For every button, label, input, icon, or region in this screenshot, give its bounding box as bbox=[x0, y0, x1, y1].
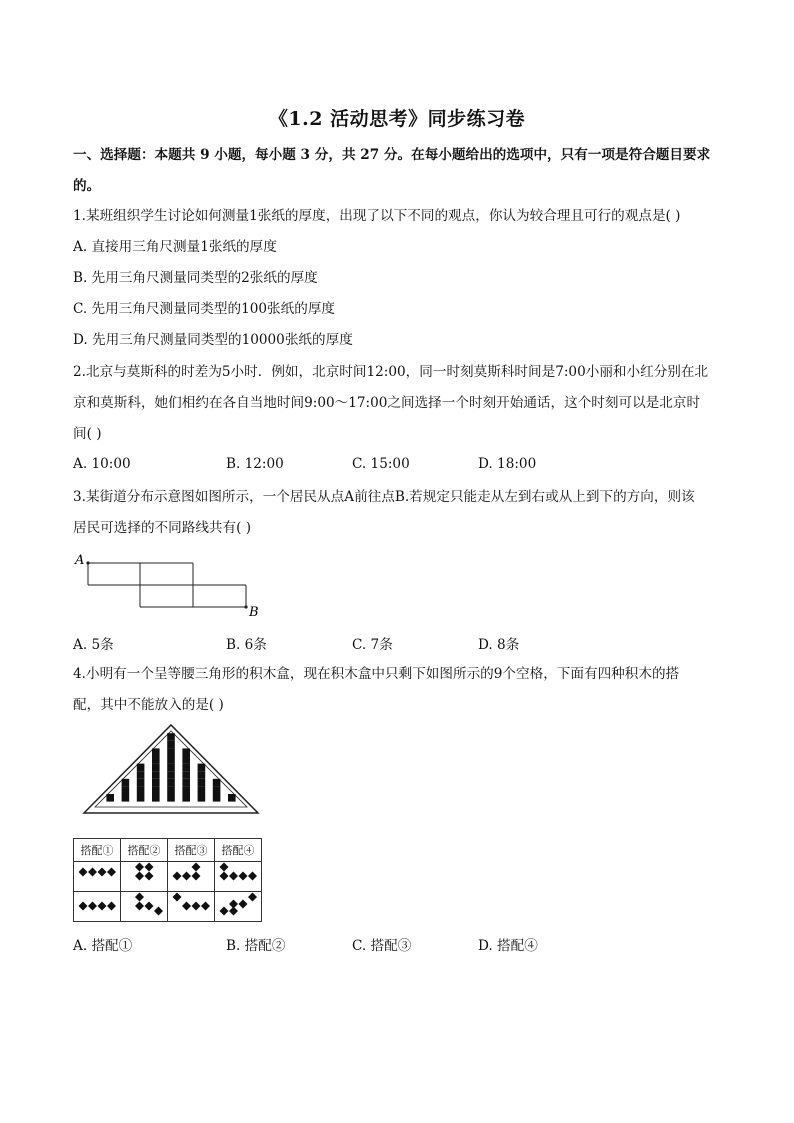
diamond-shape-icon bbox=[121, 862, 167, 888]
filled-cell bbox=[137, 794, 145, 802]
diamond-shape-icon bbox=[74, 862, 120, 888]
q4-option-b: B. 搭配② bbox=[226, 938, 286, 954]
filled-cell bbox=[167, 779, 175, 787]
diamond-block bbox=[220, 872, 229, 881]
filled-cell bbox=[137, 779, 145, 787]
filled-cell bbox=[198, 764, 206, 772]
diamond-block bbox=[145, 902, 154, 911]
diamond-shape-icon bbox=[168, 892, 214, 918]
q1-option-a: A. 直接用三角尺测量1张纸的厚度 bbox=[73, 239, 277, 255]
q4-stem-line2: 配，其中不能放入的是( ) bbox=[73, 697, 224, 713]
filled-cell bbox=[167, 748, 175, 756]
filled-cell bbox=[137, 786, 145, 794]
filled-cell bbox=[152, 748, 160, 756]
diamond-block bbox=[220, 907, 229, 916]
filled-cell bbox=[152, 779, 160, 787]
q3-option-d: D. 8条 bbox=[478, 637, 520, 653]
diamond-block bbox=[229, 900, 238, 909]
q4-option-d: D. 搭配④ bbox=[478, 938, 538, 954]
filled-cell bbox=[182, 756, 190, 764]
q1-option-d: D. 先用三角尺测量同类型的10000张纸的厚度 bbox=[73, 332, 353, 348]
combination-table bbox=[73, 838, 262, 922]
diamond-block bbox=[239, 900, 248, 909]
point-b-label: B bbox=[249, 605, 259, 620]
q3-option-a: A. 5条 bbox=[73, 637, 114, 653]
filled-cell bbox=[137, 771, 145, 779]
filled-cell bbox=[152, 756, 160, 764]
q1-option-c: C. 先用三角尺测量同类型的100张纸的厚度 bbox=[73, 301, 336, 317]
q4-option-a: A. 搭配① bbox=[73, 938, 133, 954]
q2-option-a: A. 10:00 bbox=[73, 456, 131, 472]
diamond-block bbox=[135, 863, 144, 872]
combo-1-piece-1 bbox=[74, 862, 121, 892]
filled-cell bbox=[167, 794, 175, 802]
diamond-block bbox=[192, 872, 201, 881]
diamond-block bbox=[88, 868, 97, 877]
combo-4-piece-1 bbox=[215, 862, 262, 892]
filled-cell bbox=[213, 779, 221, 787]
diamond-block bbox=[88, 902, 97, 911]
filled-cell bbox=[152, 794, 160, 802]
filled-cell bbox=[167, 733, 175, 741]
diamond-block bbox=[229, 872, 238, 881]
filled-cell bbox=[198, 786, 206, 794]
filled-cell bbox=[152, 771, 160, 779]
q4-option-c: C. 搭配③ bbox=[352, 938, 412, 954]
filled-cell bbox=[167, 786, 175, 794]
filled-cell bbox=[213, 794, 221, 802]
q1-option-b: B. 先用三角尺测量同类型的2张纸的厚度 bbox=[73, 270, 318, 286]
combo-2-piece-2 bbox=[121, 892, 168, 922]
diamond-block bbox=[182, 872, 191, 881]
diamond-block bbox=[192, 902, 201, 911]
diamond-block bbox=[182, 902, 191, 911]
filled-cell bbox=[182, 786, 190, 794]
q3-option-c: C. 7条 bbox=[352, 637, 393, 653]
filled-cell bbox=[182, 771, 190, 779]
diamond-block bbox=[145, 872, 154, 881]
filled-cell bbox=[228, 794, 236, 802]
q2-option-b: B. 12:00 bbox=[226, 456, 284, 472]
q4-stem-line1: 4.小明有一个呈等腰三角形的积木盒，现在积木盒中只剩下如图所示的9个空格，下面有四种积木的搭 bbox=[73, 666, 680, 682]
diamond-shape-icon bbox=[121, 892, 167, 918]
combo-3-piece-1 bbox=[168, 862, 215, 892]
diamond-block bbox=[135, 902, 144, 911]
section-heading-line2: 的。 bbox=[73, 178, 101, 194]
filled-cell bbox=[182, 748, 190, 756]
q3-option-b: B. 6条 bbox=[226, 637, 267, 653]
q1-stem: 1.某班组织学生讨论如何测量1张纸的厚度，出现了以下不同的观点，你认为较合理且可行的观点是( ) bbox=[73, 208, 681, 224]
diamond-block bbox=[98, 902, 107, 911]
diamond-block bbox=[135, 872, 144, 881]
q2-stem-line3: 间( ) bbox=[73, 426, 102, 442]
diamond-block bbox=[192, 863, 201, 872]
q2-option-c: C. 15:00 bbox=[352, 456, 410, 472]
filled-cell bbox=[106, 794, 114, 802]
filled-cell bbox=[167, 764, 175, 772]
filled-cell bbox=[122, 779, 130, 787]
filled-cell bbox=[198, 779, 206, 787]
section-heading-line1: 一、选择题：本题共 9 小题，每小题 3 分，共 27 分。在每小题给出的选项中，只有一项是符合题目要求 bbox=[73, 147, 711, 163]
diamond-block bbox=[239, 872, 248, 881]
diamond-shape-icon bbox=[74, 892, 120, 918]
filled-cell bbox=[122, 794, 130, 802]
page-title: 《1.2 活动思考》同步练习卷 bbox=[268, 108, 526, 130]
combo-header-2: 搭配② bbox=[121, 839, 168, 862]
diamond-block bbox=[145, 863, 154, 872]
diamond-block bbox=[201, 902, 210, 911]
filled-cell bbox=[167, 771, 175, 779]
diamond-block bbox=[154, 907, 163, 916]
diamond-block bbox=[220, 863, 229, 872]
q2-stem-line1: 2.北京与莫斯科的时差为5小时．例如，北京时间12:00，同一时刻莫斯科时间是7:00小丽和小红分别在北 bbox=[73, 364, 709, 380]
diamond-block bbox=[173, 872, 182, 881]
diamond-block bbox=[107, 902, 116, 911]
combo-header-3: 搭配③ bbox=[168, 839, 215, 862]
filled-cell bbox=[198, 771, 206, 779]
filled-cell bbox=[122, 786, 130, 794]
combo-header-1: 搭配① bbox=[74, 839, 121, 862]
diamond-block bbox=[98, 868, 107, 877]
point-a-label: A bbox=[75, 553, 85, 568]
filled-cell bbox=[167, 756, 175, 764]
q3-stem-line2: 居民可选择的不同路线共有( ) bbox=[73, 520, 252, 536]
combo-2-piece-1 bbox=[121, 862, 168, 892]
q3-stem-line1: 3.某街道分布示意图如图所示，一个居民从点A前往点B.若规定只能走从左到右或从上到下的方向，则该 bbox=[73, 489, 695, 505]
filled-cell bbox=[152, 764, 160, 772]
triangle-cells bbox=[106, 733, 235, 801]
filled-cell bbox=[198, 794, 206, 802]
diamond-block bbox=[79, 902, 88, 911]
filled-cell bbox=[167, 741, 175, 749]
diamond-block bbox=[79, 868, 88, 877]
diamond-block bbox=[248, 872, 257, 881]
q4-options bbox=[73, 934, 733, 952]
filled-cell bbox=[182, 794, 190, 802]
filled-cell bbox=[152, 786, 160, 794]
diamond-block bbox=[135, 893, 144, 902]
diamond-block bbox=[173, 893, 182, 902]
filled-cell bbox=[137, 764, 145, 772]
diamond-shape-icon bbox=[215, 892, 261, 918]
filled-cell bbox=[213, 786, 221, 794]
diamond-shape-icon bbox=[168, 862, 214, 888]
combo-4-piece-2 bbox=[215, 892, 262, 922]
q2-option-d: D. 18:00 bbox=[478, 456, 537, 472]
filled-cell bbox=[182, 764, 190, 772]
diamond-block bbox=[107, 868, 116, 877]
combo-header-4: 搭配④ bbox=[215, 839, 262, 862]
diamond-shape-icon bbox=[215, 862, 261, 888]
combo-3-piece-2 bbox=[168, 892, 215, 922]
filled-cell bbox=[182, 779, 190, 787]
combo-1-piece-2 bbox=[74, 892, 121, 922]
q2-stem-line2: 京和莫斯科，她们相约在各自当地时间9:00～17:00之间选择一个时刻开始通话，这个时刻可以是北京时 bbox=[73, 395, 701, 411]
diamond-block bbox=[248, 893, 257, 902]
